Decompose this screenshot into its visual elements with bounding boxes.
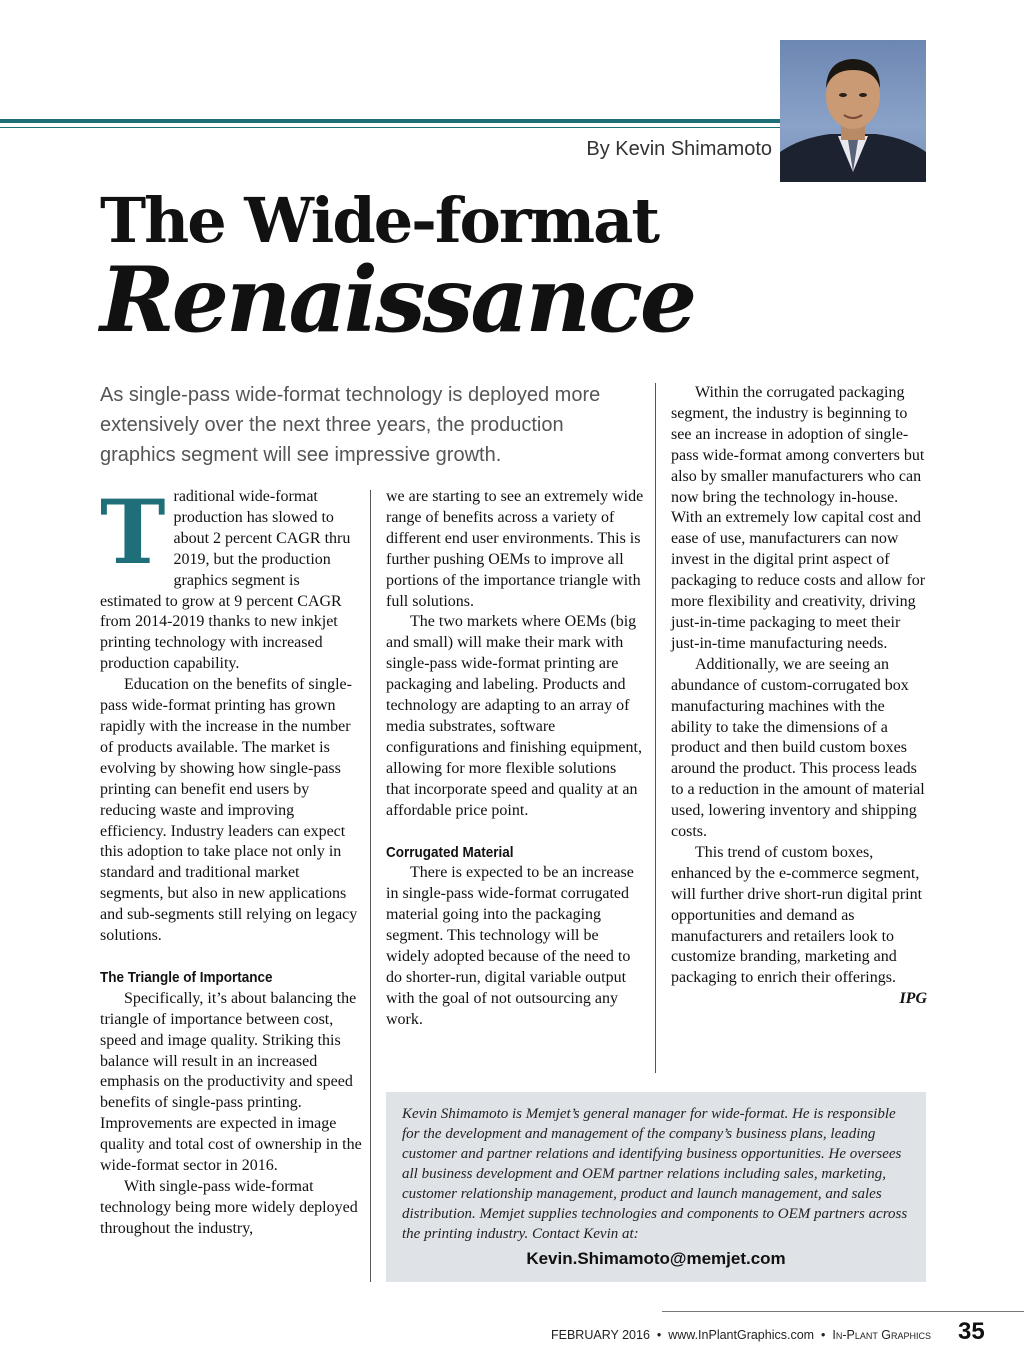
paragraph (671, 843, 927, 1008)
paragraph: Within the corrugated packaging segment, the industry is beginning to see an increase in adoption of single-pass wide-format among converters but also by smaller manufacturers who can now bring the technology in-house. With an extremely low capital cost and ease of use, manufacturers can now invest in the digital print aspect of packaging to reduce costs and allow for more flexibility and creativity, driving just-in-time packaging to meet their just-in-time manufacturing needs. (671, 384, 926, 652)
author-photo (780, 40, 926, 182)
drop-cap: T (100, 480, 166, 584)
section-heading: Corrugated Material (386, 843, 514, 861)
footer-publication: In-Plant Graphics (832, 1328, 932, 1342)
end-mark: IPG (899, 990, 927, 1008)
headline-line2: Renaissance (100, 247, 695, 353)
paragraph-text: raditional wide-format production has slowed to about 2 percent CAGR thru 2019, but the production graphics segment is estimated to grow at 9 percent CAGR from 2014-2019 thanks to new inkjet printing technology with increased production capability. (100, 488, 351, 673)
column-divider (655, 383, 656, 1073)
spacer (386, 822, 644, 843)
column-divider (370, 490, 371, 1282)
author-bio-box (386, 1092, 926, 1282)
spacer (100, 947, 362, 968)
footer: FEBRUARY 2016 • www.InPlantGraphics.com • In-Plant Graphics (551, 1328, 932, 1342)
page-number: 35 (958, 1318, 985, 1345)
footer-date: FEBRUARY 2016 (551, 1328, 650, 1342)
author-email[interactable]: Kevin.Shimamoto@memjet.com (526, 1249, 786, 1268)
paragraph: Specifically, it’s about balancing the triangle of importance between cost, speed and image quality. Striking this balance will result in an increased emphasis on the productivity and speed benefits of single-pass printing. Improvements are expected in image quality and total cost of ownership in the wide-format sector in 2016. (100, 989, 362, 1175)
paragraph: Additionally, we are seeing an abundance of custom-corrugated box manufacturing machines with the ability to take the dimensions of a product and then build custom boxes around the product. This process leads to a reduction in the amount of material used, lowering inventory and shipping costs. (671, 655, 925, 841)
paragraph: There is expected to be an increase in single-pass wide-format corrugated material going into the packaging segment. This technology will be widely adopted because of the need to do shorter-run, digital variable output with the goal of not outsourcing any work. (386, 864, 634, 1028)
paragraph: Education on the benefits of single-pass wide-format printing has grown rapidly with the increase in the number of products available. The market is evolving by showing how single-pass printing can benefit end users by reducing waste and improving efficiency. Industry leaders can expect this adoption to take place not only in standard and traditional market segments, but also in new applications and sub-segments still relying on legacy solutions. (100, 676, 358, 945)
paragraph: The two markets where OEMs (big and small) will make their mark with single-pass wide-format printing are packaging and labeling. Products and technology are adapting to an array of media substrates, software configurations and finishing equipment, allowing for more flexible solutions that incorporate speed and quality at an affordable price point. (386, 613, 642, 819)
paragraph-text: This trend of custom boxes, enhanced by the e-commerce segment, will further drive short-run digital print opportunities and demand as manufacturers and retailers look to customize branding, marketing and packaging to enrich their offerings. (671, 843, 923, 987)
headline-line1: The Wide-format (100, 184, 658, 257)
article-column-3 (671, 383, 927, 1010)
deck: As single-pass wide-format technology is deployed more extensively over the next three years, the production graphics segment will see impressive growth. (100, 384, 601, 466)
header-rule-thick (0, 119, 780, 123)
paragraph: we are starting to see an extremely wide range of benefits across a variety of different end user environments. This is further pushing OEMs to improve all portions of the importance triangle with full solutions. (386, 488, 644, 610)
article-column-1 (100, 480, 362, 1240)
section-heading: The Triangle of Importance (100, 968, 273, 986)
header-rule-thin (0, 127, 780, 128)
byline: By Kevin Shimamoto (586, 138, 772, 160)
article-column-2 (386, 487, 644, 1031)
paragraph: With single-pass wide-format technology being more widely deployed throughout the industry, (100, 1178, 358, 1237)
footer-url[interactable]: www.InPlantGraphics.com (668, 1328, 815, 1342)
author-bio-text: Kevin Shimamoto is Memjet’s general manager for wide-format. He is responsible for the development and management of the company’s business plans, leading customer and partner relations and identifying business opportunities. He oversees all business development and OEM partner relations including sales, marketing, customer relationship management, product and launch management, and sales distribution. Memjet supplies technologies and components to OEM partners across the printing industry. Contact Kevin at: (402, 1106, 908, 1242)
footer-rule (662, 1311, 1024, 1312)
paragraph (100, 480, 362, 675)
